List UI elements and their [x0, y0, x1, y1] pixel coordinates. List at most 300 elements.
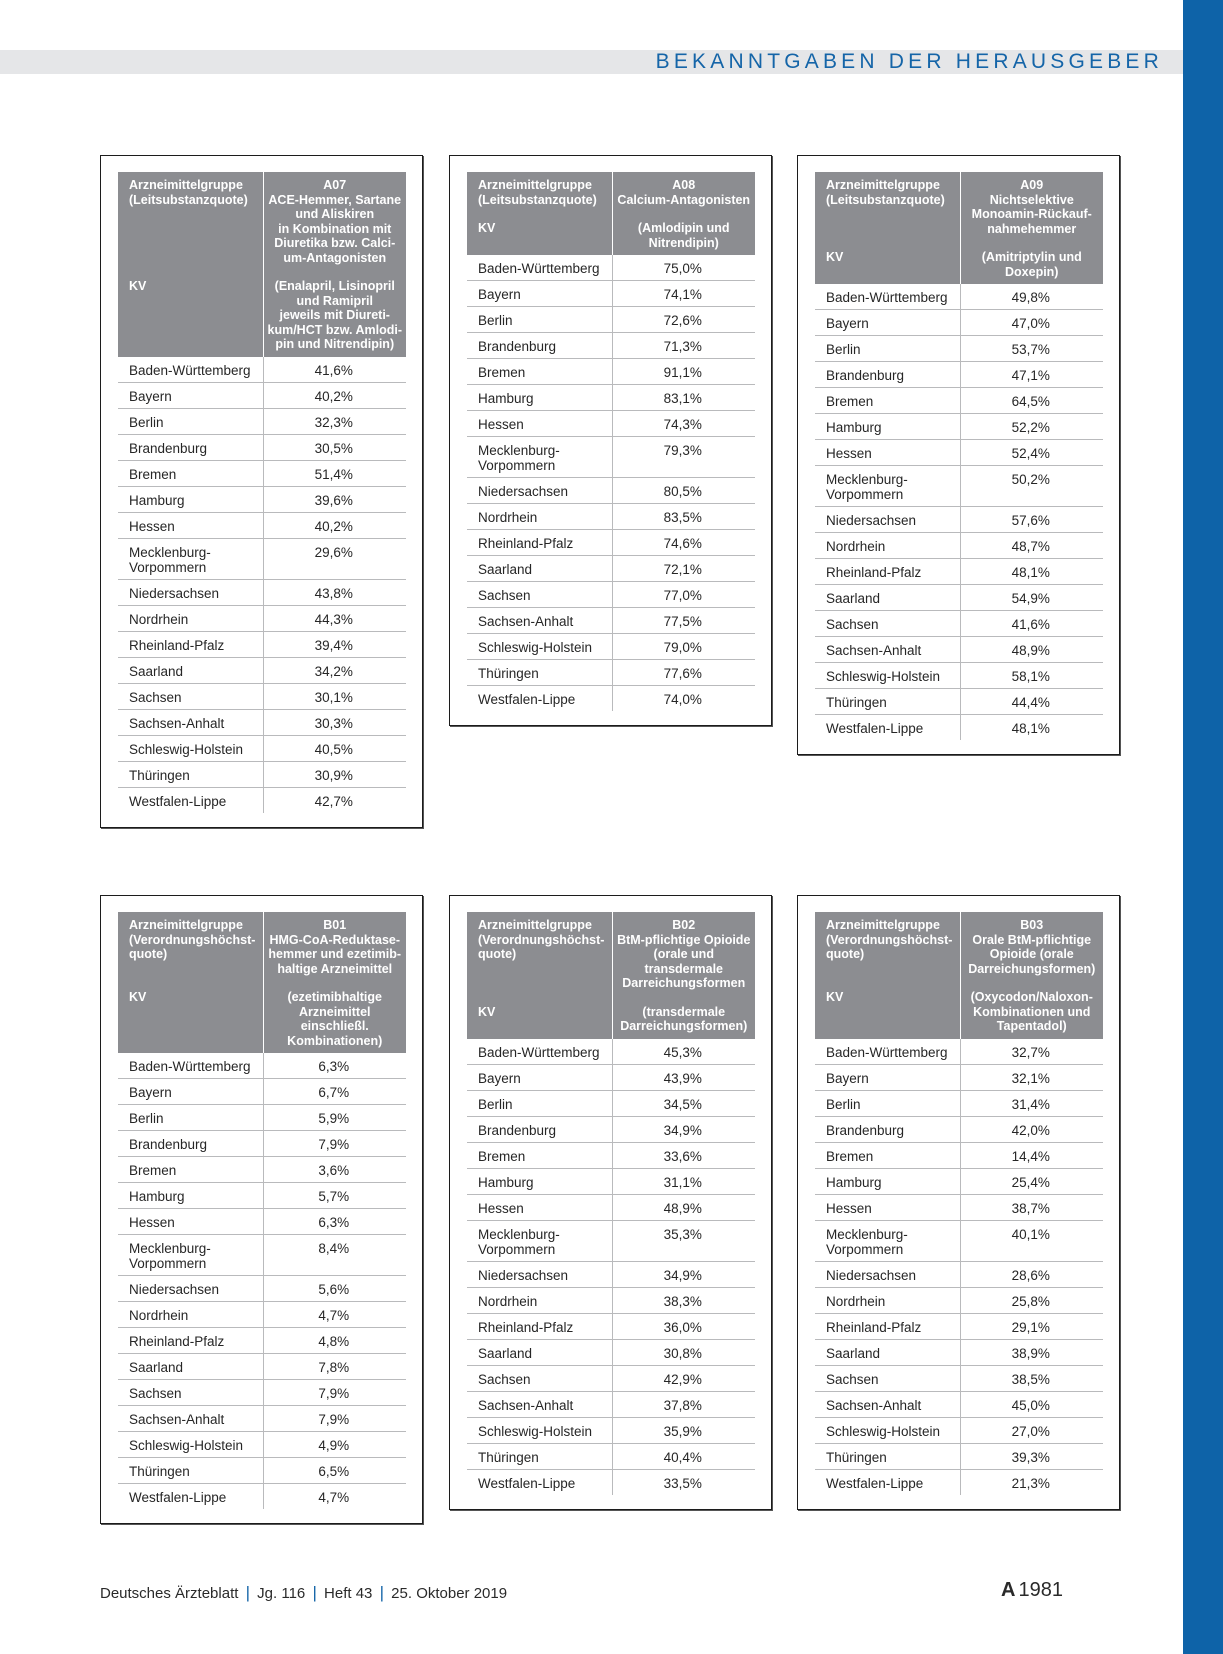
quota-value: 51,4% [263, 460, 406, 486]
header-line: (ezetimibhaltige [287, 990, 382, 1004]
header-line: (orale und [653, 947, 714, 961]
table-row [815, 663, 1103, 689]
header-group-title [965, 918, 1100, 976]
kv-table [815, 172, 1103, 740]
quota-value: 30,9% [263, 761, 406, 787]
table-box [100, 155, 423, 828]
quota-value: 31,1% [612, 1168, 755, 1194]
header-spacer [478, 962, 606, 1005]
region-name: Bayern [467, 281, 612, 307]
region-name: Westfalen-Lippe [478, 1475, 576, 1491]
header-line: (Verordnungshöchst- [478, 932, 605, 947]
quota-value: 40,2% [263, 512, 406, 538]
quota-value: 77,6% [612, 660, 755, 686]
header-substance-group [960, 172, 1103, 284]
table-row [118, 1354, 406, 1380]
region-name: Baden-Württemberg [467, 255, 612, 281]
region-name: Thüringen [467, 1443, 612, 1469]
table-row [467, 634, 755, 660]
header-line: Darreichungsformen) [620, 1019, 748, 1033]
table-row [118, 1406, 406, 1432]
region-name: Niedersachsen [815, 1261, 960, 1287]
table-row [118, 787, 406, 813]
region-name: Hessen [467, 411, 612, 437]
table-row [815, 362, 1103, 388]
header-line: einschließl. [300, 1019, 369, 1033]
header-line: nahmehemmer [987, 221, 1077, 236]
quota-value: 7,9% [263, 1380, 406, 1406]
quota-value: 72,6% [612, 307, 755, 333]
header-kv-label: KV [478, 1004, 496, 1019]
region-name: Schleswig-Holstein [467, 1417, 612, 1443]
table-row [118, 1235, 406, 1276]
region-name: Hessen [815, 440, 960, 466]
quota-value: 25,8% [960, 1287, 1103, 1313]
table-row [467, 281, 755, 307]
region-name: Berlin [467, 1090, 612, 1116]
quota-value: 4,8% [263, 1328, 406, 1354]
header-line: transdermale [644, 961, 723, 976]
quota-value: 38,7% [960, 1194, 1103, 1220]
table-row [815, 1090, 1103, 1116]
quota-value: 74,3% [612, 411, 755, 437]
header-spacer [826, 207, 954, 250]
table-row [815, 1039, 1103, 1065]
header-line: B02 [672, 918, 696, 932]
region-name: Bayern [815, 1064, 960, 1090]
region-name: Brandenburg [815, 1116, 960, 1142]
region-name: Schleswig-Holstein [815, 1417, 960, 1443]
quota-value: 43,8% [263, 579, 406, 605]
region-name: Hessen [815, 1194, 960, 1220]
region-name: Nordrhein [467, 1287, 612, 1313]
header-spacer [478, 207, 606, 221]
region-name [815, 466, 960, 507]
quota-value: 4,9% [263, 1432, 406, 1458]
header-line: Calcium-Antagonisten [617, 192, 751, 207]
header-line: (Amitriptylin und [981, 250, 1082, 264]
table-row [467, 1064, 755, 1090]
table-row [815, 689, 1103, 715]
header-line: hemmer und ezetimib- [268, 947, 402, 961]
table-box [100, 895, 423, 1524]
table-row [815, 336, 1103, 362]
region-name: Rheinland-Pfalz [118, 1328, 263, 1354]
region-name-part: Vorpommern [129, 1256, 207, 1271]
quota-value: 34,9% [612, 1116, 755, 1142]
region-name: Hamburg [118, 1183, 263, 1209]
quota-value: 39,3% [960, 1443, 1103, 1469]
table-row [815, 1443, 1103, 1469]
quota-value: 7,9% [263, 1406, 406, 1432]
quota-value: 83,1% [612, 385, 755, 411]
region-name: Westfalen-Lippe [826, 721, 924, 736]
header-group-label [129, 178, 257, 207]
quota-value: 27,0% [960, 1417, 1103, 1443]
quota-value: 34,2% [263, 657, 406, 683]
quota-value: 32,7% [960, 1039, 1103, 1065]
quota-value: 5,7% [263, 1183, 406, 1209]
region-name [815, 1220, 960, 1261]
quota-value: 33,5% [612, 1469, 755, 1495]
header-group-label [478, 178, 606, 207]
header-drug-group-label [815, 912, 960, 1039]
table-row [467, 1142, 755, 1168]
table-box [797, 895, 1120, 1510]
region-name: Brandenburg [467, 333, 612, 359]
quota-value: 77,5% [612, 608, 755, 634]
quota-value: 6,3% [263, 1209, 406, 1235]
region-name-part: Vorpommern [826, 1241, 904, 1257]
region-name [118, 1235, 263, 1276]
region-name: Hessen [118, 512, 263, 538]
quota-value: 14,4% [960, 1142, 1103, 1168]
region-name: Schleswig-Holstein [118, 735, 263, 761]
quota-value: 32,3% [263, 408, 406, 434]
header-line: (Leitsubstanzquote) [478, 192, 597, 207]
quota-value: 35,3% [612, 1220, 755, 1261]
region-name-part: Mecklenburg- [478, 1226, 560, 1242]
region-name: Rheinland-Pfalz [815, 559, 960, 585]
header-line: Arzneimittelgruppe [826, 178, 940, 192]
region-name: Niedersachsen [467, 478, 612, 504]
table-row [815, 507, 1103, 533]
region-name: Brandenburg [118, 434, 263, 460]
region-name: Baden-Württemberg [467, 1039, 612, 1065]
header-drug-group-label [118, 912, 263, 1053]
header-line: quote) [129, 947, 168, 961]
header-line: (Verordnungshöchst- [826, 932, 953, 947]
quota-value: 48,1% [960, 559, 1103, 585]
kv-table [118, 912, 406, 1509]
region-name: Schleswig-Holstein [467, 634, 612, 660]
table-row [815, 466, 1103, 507]
quota-value: 5,6% [263, 1276, 406, 1302]
header-line: Arzneimittelgruppe [478, 918, 592, 932]
quota-value: 3,6% [263, 1157, 406, 1183]
quota-value: 40,4% [612, 1443, 755, 1469]
quota-value: 33,6% [612, 1142, 755, 1168]
region-name: Bremen [118, 1157, 263, 1183]
footer-citation [100, 1583, 507, 1603]
header-line: Nitrendipin) [648, 235, 719, 250]
table-row [467, 556, 755, 582]
table-row [467, 1365, 755, 1391]
header-line: Tapentadol) [996, 1019, 1067, 1033]
region-name-part: Mecklenburg- [129, 1241, 211, 1256]
region-name: Schleswig-Holstein [118, 1432, 263, 1458]
quota-value: 91,1% [612, 359, 755, 385]
header-group-title [617, 918, 752, 991]
table-row [467, 307, 755, 333]
region-name: Bayern [118, 382, 263, 408]
table-row [815, 310, 1103, 336]
kv-table [467, 172, 755, 711]
table-row [118, 1157, 406, 1183]
region-name: Sachsen-Anhalt [118, 1406, 263, 1432]
header-line: Monoamin-Rückauf- [971, 207, 1092, 221]
table-row [118, 1183, 406, 1209]
region-name: Berlin [118, 408, 263, 434]
section-title: BEKANNTGABEN DER HERAUSGEBER [655, 50, 1163, 73]
header-spacer [129, 207, 257, 279]
quota-value: 40,1% [960, 1220, 1103, 1261]
region-name: Nordrhein [118, 605, 263, 631]
region-name: Baden-Württemberg [118, 1053, 263, 1079]
header-line: A07 [323, 178, 347, 192]
region-name-part: Vorpommern [478, 458, 556, 473]
header-line: (Amlodipin und [637, 221, 730, 235]
header-group-substances [617, 221, 752, 250]
region-name: Niedersachsen [118, 1276, 263, 1302]
region-name: Brandenburg [815, 362, 960, 388]
side-accent-bar [1183, 0, 1223, 1654]
region-name: Berlin [118, 1105, 263, 1131]
table-row [467, 478, 755, 504]
quota-value: 38,5% [960, 1365, 1103, 1391]
region-name: Bayern [118, 1079, 263, 1105]
quota-value: 29,6% [263, 538, 406, 579]
header-line: um-Antagonisten [283, 250, 387, 265]
region-name [118, 538, 263, 579]
region-name: Sachsen [815, 1365, 960, 1391]
region-name: Saarland [815, 1339, 960, 1365]
region-name: Bremen [467, 1142, 612, 1168]
region-name: Westfalen-Lippe [478, 692, 576, 707]
region-name-part: Vorpommern [826, 487, 904, 502]
table-row [815, 1365, 1103, 1391]
quota-value: 30,1% [263, 683, 406, 709]
table-row [467, 686, 755, 712]
table-row [467, 437, 755, 478]
quota-value: 6,3% [263, 1053, 406, 1079]
table-row [815, 1064, 1103, 1090]
table-row [118, 579, 406, 605]
table-row [118, 1276, 406, 1302]
header-drug-group-label [467, 912, 612, 1039]
header-line: und Ramipril [296, 293, 373, 308]
quota-value: 7,9% [263, 1131, 406, 1157]
header-substance-group [263, 912, 406, 1053]
header-drug-group-label [467, 172, 612, 255]
table-row [118, 735, 406, 761]
header-spacer [617, 207, 752, 221]
header-kv-label: KV [478, 221, 496, 235]
quota-value: 42,0% [960, 1116, 1103, 1142]
header-group-label [826, 178, 954, 207]
quota-value: 45,3% [612, 1039, 755, 1065]
footer-separator: | [379, 1583, 384, 1602]
table-row [467, 660, 755, 686]
region-name: Saarland [467, 556, 612, 582]
table-row [815, 388, 1103, 414]
region-name: Niedersachsen [118, 579, 263, 605]
header-drug-group-label [118, 172, 263, 357]
quota-value: 75,0% [612, 255, 755, 281]
quota-value: 8,4% [263, 1235, 406, 1276]
table-row [467, 582, 755, 608]
table-row [815, 1220, 1103, 1261]
region-name: Saarland [118, 657, 263, 683]
table-row [118, 1209, 406, 1235]
region-name-part: Vorpommern [478, 1241, 556, 1257]
header-line: (Verordnungshöchst- [129, 932, 256, 947]
region-name: Hessen [118, 1209, 263, 1235]
region-name: Baden-Württemberg [118, 357, 263, 383]
table-row [118, 1380, 406, 1406]
table-row [467, 385, 755, 411]
quota-value: 47,0% [960, 310, 1103, 336]
table-row [118, 657, 406, 683]
header-line: ACE-Hemmer, Sartane [268, 192, 402, 207]
region-name: Hessen [467, 1194, 612, 1220]
region-name: Thüringen [815, 1443, 960, 1469]
header-spacer [268, 265, 403, 279]
header-spacer [826, 962, 954, 991]
header-line: BtM-pflichtige Opioide [617, 932, 751, 947]
region-name: Nordrhein [467, 504, 612, 530]
quota-value: 74,0% [612, 686, 755, 712]
region-name: Berlin [467, 307, 612, 333]
quota-value: 34,9% [612, 1261, 755, 1287]
region-name: Niedersachsen [815, 507, 960, 533]
table-row [118, 1131, 406, 1157]
table-row [815, 1339, 1103, 1365]
header-line: (transdermale [642, 1004, 726, 1019]
table-row [467, 1194, 755, 1220]
region-name: Brandenburg [467, 1116, 612, 1142]
region-name [467, 1220, 612, 1261]
quota-value: 49,8% [960, 284, 1103, 310]
region-name-part: Vorpommern [129, 559, 207, 575]
table-row [467, 1168, 755, 1194]
header-spacer [129, 962, 257, 991]
region-name: Bayern [467, 1064, 612, 1090]
quota-value: 32,1% [960, 1064, 1103, 1090]
footer-journal: Deutsches Ärzteblatt [100, 1585, 239, 1602]
quota-value: 79,0% [612, 634, 755, 660]
header-line: und Aliskiren [295, 207, 375, 221]
table-row [467, 1039, 755, 1065]
region-name: Hamburg [467, 385, 612, 411]
region-name: Sachsen-Anhalt [815, 637, 960, 663]
table-row [815, 440, 1103, 466]
region-name: Bremen [467, 359, 612, 385]
region-name: Sachsen [467, 1365, 612, 1391]
table-row [815, 715, 1103, 741]
quota-value: 5,9% [263, 1105, 406, 1131]
region-name: Westfalen-Lippe [129, 1490, 227, 1505]
region-name-part: Mecklenburg- [478, 443, 560, 458]
table-row [815, 1194, 1103, 1220]
quota-value: 48,9% [960, 637, 1103, 663]
header-line: Arzneimittelgruppe [826, 918, 940, 932]
header-line: Kombinationen und [973, 1004, 1091, 1019]
table-row [467, 359, 755, 385]
table-row [118, 605, 406, 631]
table-row [118, 1079, 406, 1105]
quota-value: 50,2% [960, 466, 1103, 507]
header-line: quote) [826, 947, 865, 961]
quota-value: 31,4% [960, 1090, 1103, 1116]
footer-date: 25. Oktober 2019 [391, 1585, 508, 1602]
quota-value: 45,0% [960, 1391, 1103, 1417]
table-row [467, 1469, 755, 1495]
quota-value: 30,5% [263, 434, 406, 460]
page-number [1001, 1579, 1063, 1602]
quota-value: 71,3% [612, 333, 755, 359]
table-box [449, 895, 772, 1510]
region-name: Hamburg [815, 1168, 960, 1194]
region-name: Sachsen-Anhalt [815, 1391, 960, 1417]
table-row [118, 357, 406, 383]
header-line: B03 [1020, 918, 1044, 932]
table-row [815, 1391, 1103, 1417]
region-name: Thüringen [118, 1458, 263, 1484]
table-row [815, 414, 1103, 440]
quota-value: 28,6% [960, 1261, 1103, 1287]
table-row [467, 1220, 755, 1261]
kv-table [815, 912, 1103, 1495]
table-row [815, 637, 1103, 663]
quota-value: 43,9% [612, 1064, 755, 1090]
table-row [815, 284, 1103, 310]
quota-value: 4,7% [263, 1484, 406, 1510]
quota-value: 6,5% [263, 1458, 406, 1484]
quota-value: 37,8% [612, 1391, 755, 1417]
header-group-substances [965, 990, 1100, 1034]
header-group-substances [268, 279, 403, 352]
header-substance-group [612, 172, 755, 255]
table-row [118, 1484, 406, 1510]
quota-value: 52,4% [960, 440, 1103, 466]
page-number-value: 1981 [1018, 1579, 1063, 1601]
quota-value: 77,0% [612, 582, 755, 608]
table-row [815, 559, 1103, 585]
header-line: Arzneimittelgruppe [129, 178, 243, 192]
region-name: Bremen [118, 460, 263, 486]
region-name: Bayern [815, 310, 960, 336]
table-row [815, 1417, 1103, 1443]
header-group-substances [268, 990, 403, 1048]
quota-value: 38,9% [960, 1339, 1103, 1365]
region-name: Sachsen [118, 1380, 263, 1406]
header-line: Darreichungsformen) [968, 961, 1096, 976]
region-name: Rheinland-Pfalz [815, 1313, 960, 1339]
header-line: A08 [672, 178, 696, 192]
region-name: Sachsen-Anhalt [467, 1391, 612, 1417]
region-name: Thüringen [118, 761, 263, 787]
header-line: quote) [478, 947, 517, 961]
table-row [467, 530, 755, 556]
header-group-title [268, 178, 403, 265]
header-line: A09 [1020, 178, 1044, 192]
header-substance-group [263, 172, 406, 357]
quota-value: 44,3% [263, 605, 406, 631]
table-row [118, 486, 406, 512]
region-name: Hamburg [118, 486, 263, 512]
table-row [815, 1261, 1103, 1287]
footer-volume: Jg. 116 [257, 1585, 306, 1602]
table-row [815, 1168, 1103, 1194]
header-line: (Enalapril, Lisinopril [274, 279, 395, 293]
quota-value: 36,0% [612, 1313, 755, 1339]
table-row [467, 1391, 755, 1417]
header-line: Arzneimittelgruppe [129, 918, 243, 932]
table-row [815, 1142, 1103, 1168]
quota-value: 25,4% [960, 1168, 1103, 1194]
table-row [815, 1469, 1103, 1495]
